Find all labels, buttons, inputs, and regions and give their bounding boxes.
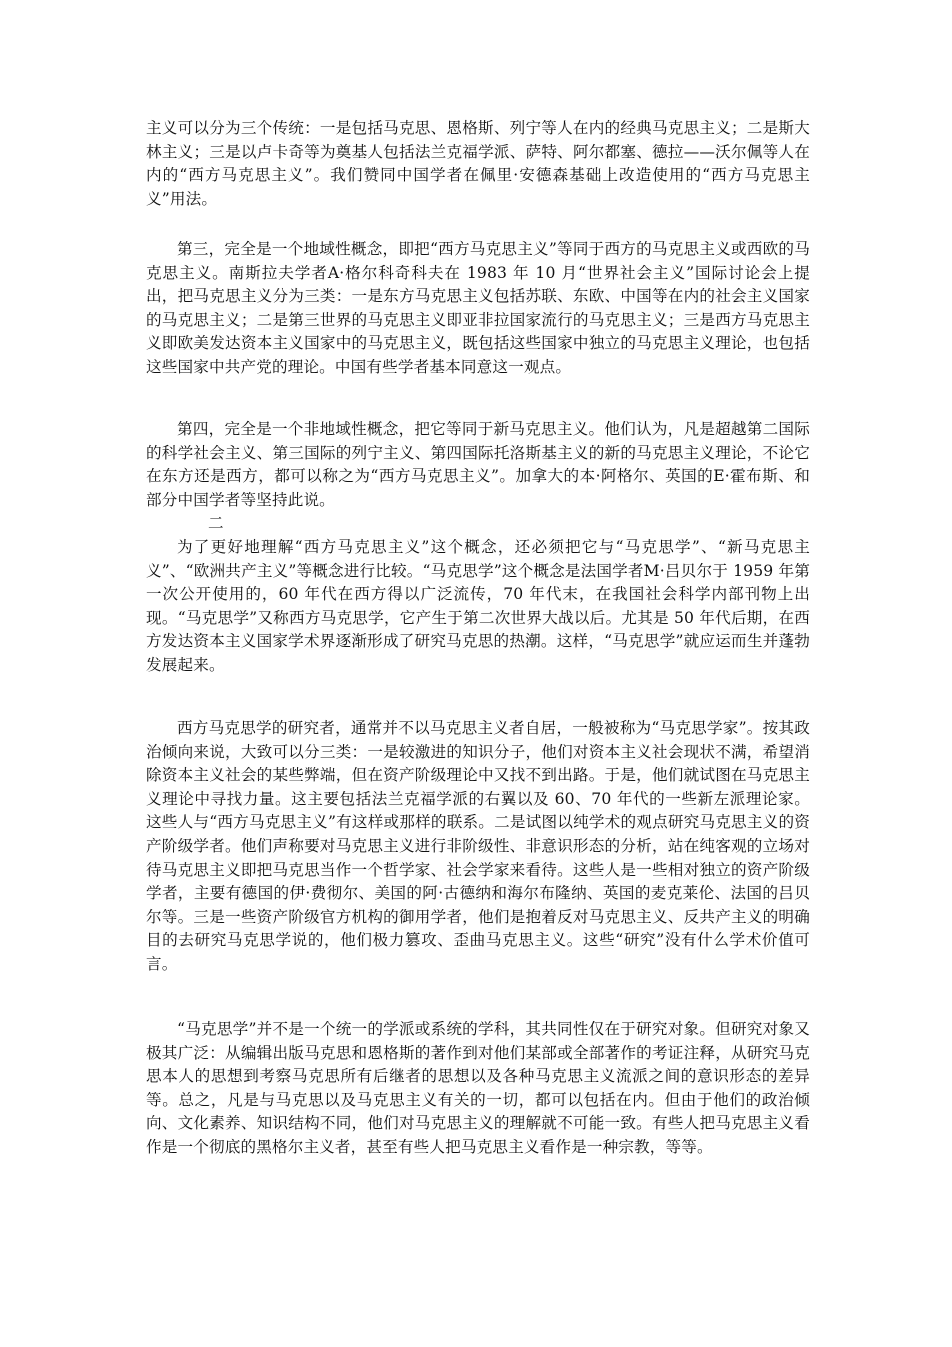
paragraph-marxology-researchers <box>146 717 810 977</box>
paragraph-marxology-scope <box>146 1018 810 1160</box>
paragraph-fourth-definition <box>146 418 810 678</box>
paragraph-5: 西方马克思学的研究者，通常并不以马克思主义者自居，一般被称为“马克思学家”。按其政治倾向来说，大致可以分三类：一是较激进的知识分子，他们对资本主义社会现状不满，希望消除资本主义社会的某些弊端，但在资产阶级理论中又找不到出路。于是，他们就试图在马克思主义理论中寻找力量。这主要包括法兰克福学派的右翼以及 60、70 年代的一些新左派理论家。这些人与“西方马克思主义”有这样或那样的联系。二是试图以纯学术的观点研究马克思主义的资产阶级学者。他们声称要对马克思主义进行非阶级性、非意识形态的分析，站在纯客观的立场对待马克思主义即把马克思当作一个哲学家、社会学家来看待。这些人是一些相对独立的资产阶级学者，主要有德国的伊·费彻尔、美国的阿·古德纳和海尔布隆纳、英国的麦克莱伦、法国的吕贝尔等。三是一些资产阶级官方机构的御用学者，他们是抱着反对马克思主义、反共产主义的明确目的去研究马克思学说的，他们极力篡攻、歪曲马克思主义。这些“研究”没有什么学术价值可言。 <box>146 719 810 973</box>
paragraph-continuation <box>146 117 810 211</box>
paragraph-6: “马克思学”并不是一个统一的学派或系统的学科，其共同性仅在于研究对象。但研究对象又极其广泛：从编辑出版马克思和恩格斯的著作到对他们某部或全部著作的考证注释，从研究马克思本人的思想到考察马克思所有后继者的思想以及各种马克思主义流派之间的意识形态的差异等。总之，凡是与马克思以及马克思主义有关的一切，都可以包括在内。但由于他们的政治倾向、文化素养、知识结构不同，他们对马克思主义的理解就不可能一致。有些人把马克思主义看作是一个彻底的黑格尔主义者，甚至有些人把马克思主义看作是一种宗教，等等。 <box>146 1020 810 1156</box>
paragraph-third-definition <box>146 238 810 380</box>
section-heading: 二 <box>208 514 224 533</box>
paragraph-2: 第三，完全是一个地域性概念，即把“西方马克思主义”等同于西方的马克思主义或西欧的马克思主义。南斯拉夫学者A·格尔科奇科夫在 1983 年 10 月“世界社会主义”国际讨论会上提出，把马克思主义分为三类：一是东方马克思主义包括苏联、东欧、中国等在内的社会主义国家的马克思主义；二是第三世界的马克思主义即亚非拉国家流行的马克思主义；三是西方马克思主义即欧美发达资本主义国家中的马克思主义，既包括这些国家中独立的马克思主义理论，也包括这些国家中共产党的理论。中国有些学者基本同意这一观点。 <box>146 240 810 376</box>
paragraph-4: 为了更好地理解“西方马克思主义”这个概念，还必须把它与“马克思学”、“新马克思主义”、“欧洲共产主义”等概念进行比较。“马克思学”这个概念是法国学者M·吕贝尔于 1959 年第一次公开使用的，60 年代在西方得以广泛流传，70 年代末，在我国社会科学内部刊物上出现。“马克思学”又称西方马克思学，它产生于第二次世界大战以后。尤其是 50 年代后期，在西方发达资本主义国家学术界逐渐形成了研究马克思的热潮。这样，“马克思学”就应运而生并蓬勃发展起来。 <box>146 537 810 674</box>
paragraph-3: 第四，完全是一个非地域性概念，把它等同于新马克思主义。他们认为，凡是超越第二国际的科学社会主义、第三国际的列宁主义、第四国际托洛斯基主义的新的马克思主义理论，不论它在东方还是西方，都可以称之为“西方马克思主义”。加拿大的本·阿格尔、英国的E·霍布斯、和部分中国学者等坚持此说。 <box>146 420 810 509</box>
paragraph-1: 主义可以分为三个传统：一是包括马克思、恩格斯、列宁等人在内的经典马克思主义；二是斯大林主义；三是以卢卡奇等为奠基人包括法兰克福学派、萨特、阿尔都塞、德拉——沃尔佩等人在内的“西方马克思主义”。我们赞同中国学者在佩里·安德森基础上改造使用的“西方马克思主义”用法。 <box>146 119 810 208</box>
